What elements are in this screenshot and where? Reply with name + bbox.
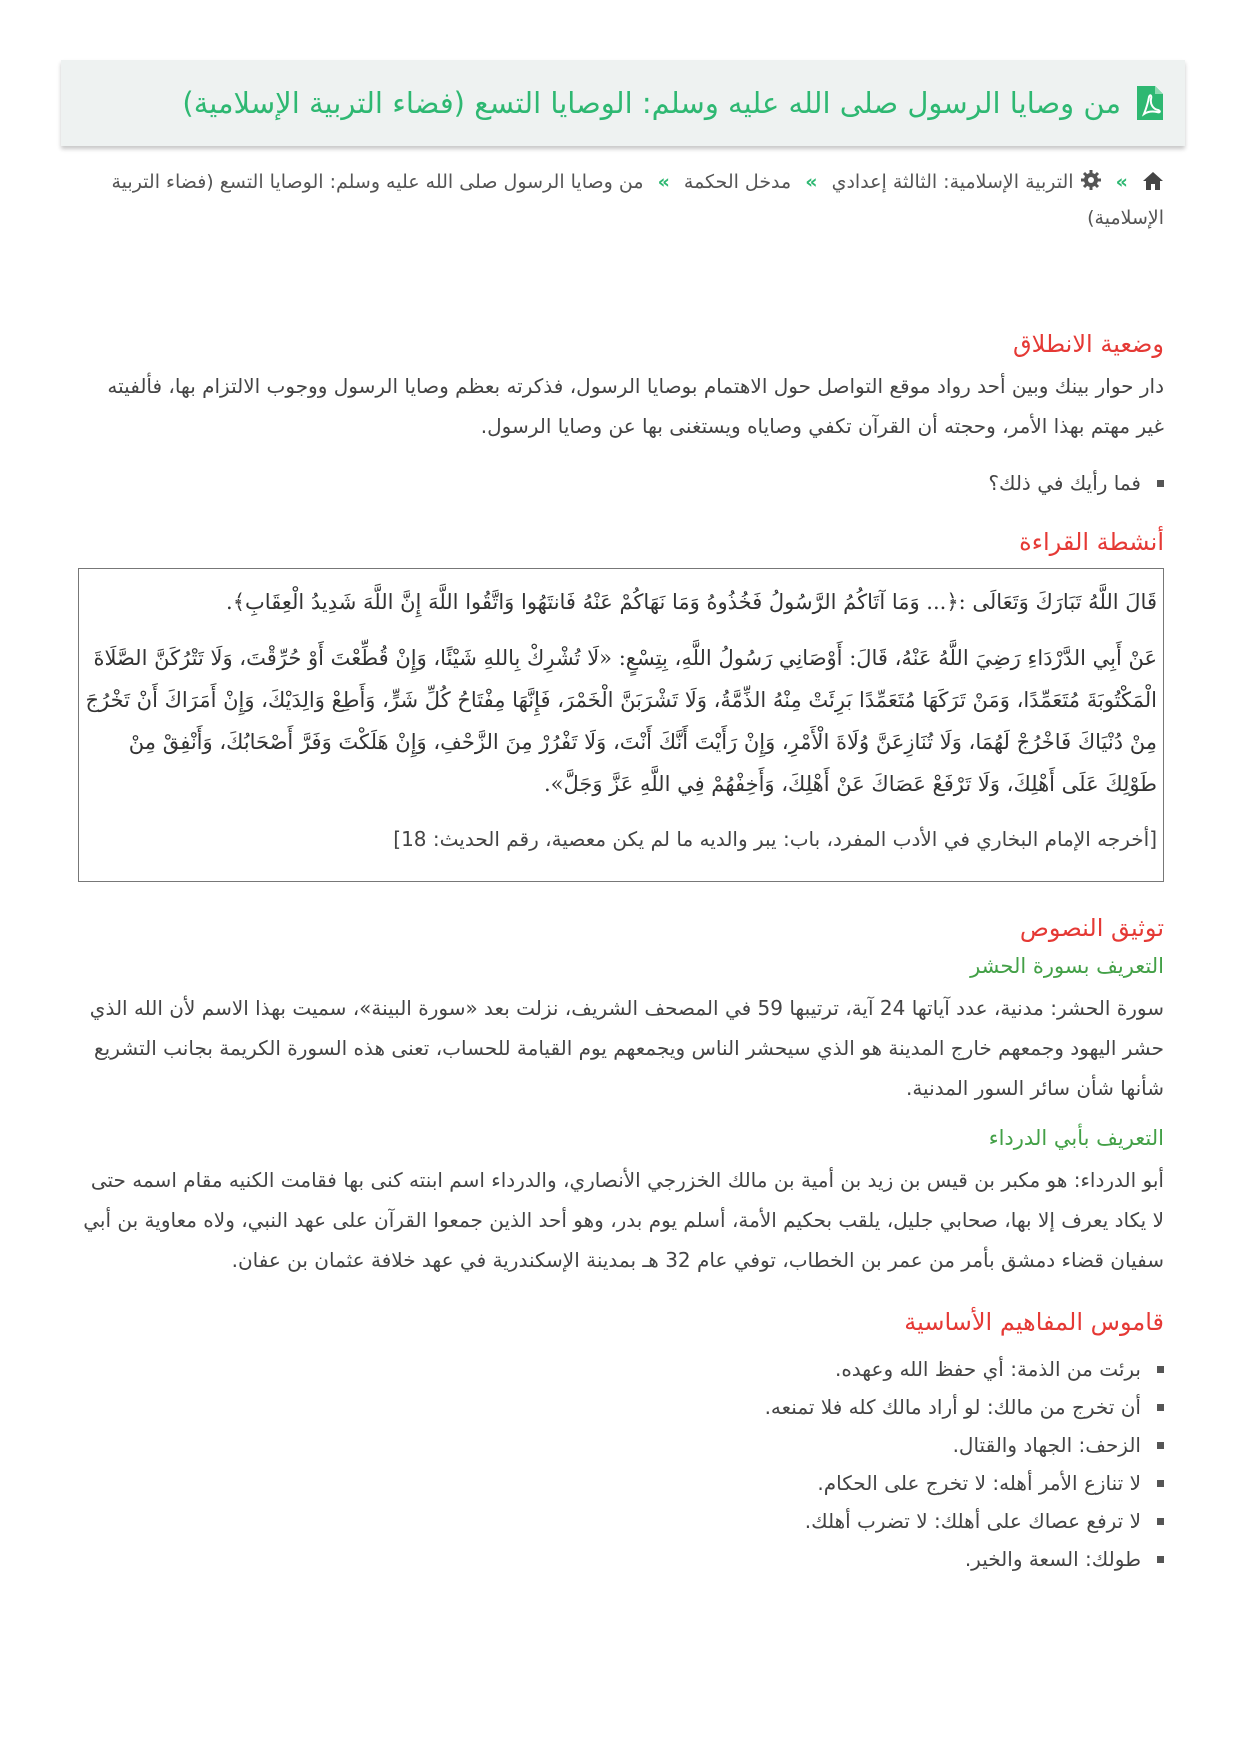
reading-quote-box (78, 568, 1164, 882)
section-heading-reading: أنشطة القراءة (1019, 528, 1164, 556)
list-item: برئت من الذمة: أي حفظ الله وعهده. (78, 1350, 1164, 1388)
glossary-list (78, 1350, 1164, 1578)
subheading-abu-darda: التعريف بأبي الدرداء (988, 1126, 1164, 1150)
surah-paragraph: سورة الحشر: مدنية، عدد آياتها 24 آية، ترتيبها 59 في المصحف الشريف، نزلت بعد «سورة البينة»، سميت بهذا الاسم لأن الله الذي حشر اليهود وجمعهم خارج المدينة هو الذي سيحشر الناس ويجمعهم يوم القيامة للحساب، تعنى هذه السورة الكريمة بجانب التشريع شأنها شأن سائر السور المدنية. (89, 996, 1164, 1100)
home-icon[interactable] (1142, 171, 1164, 191)
page-title: من وصايا الرسول صلى الله عليه وسلم: الوصايا التسع (فضاء التربية الإسلامية) (182, 86, 1121, 120)
breadcrumb-separator: » (657, 171, 670, 193)
list-item: أن تخرج من مالك: لو أراد مالك كله فلا تمنعه. (78, 1388, 1164, 1426)
breadcrumb-separator: » (1115, 171, 1128, 193)
section-heading-intro: وضعية الانطلاق (1013, 330, 1164, 358)
bullet-square-icon (1157, 1518, 1164, 1525)
intro-question-list (78, 464, 1164, 502)
lesson-content (78, 330, 1164, 1578)
bullet-square-icon (1157, 480, 1164, 487)
list-item: فما رأيك في ذلك؟ (78, 464, 1164, 502)
gear-icon (1080, 169, 1102, 191)
bullet-square-icon (1157, 1404, 1164, 1411)
breadcrumb-item-subject[interactable]: التربية الإسلامية: الثالثة إعدادي (831, 171, 1074, 193)
bullet-square-icon (1157, 1480, 1164, 1487)
list-item: لا تنازع الأمر أهله: لا تخرج على الحكام. (78, 1464, 1164, 1502)
hadith-source: [أخرجه الإمام البخاري في الأدب المفرد، باب: يبر والديه ما لم يكن معصية، رقم الحديث: 18] (393, 827, 1157, 851)
subheading-surah: التعريف بسورة الحشر (970, 954, 1164, 978)
pdf-file-icon[interactable] (1135, 85, 1165, 121)
breadcrumb (90, 164, 1164, 236)
list-item: الزحف: الجهاد والقتال. (78, 1426, 1164, 1464)
section-heading-glossary: قاموس المفاهيم الأساسية (904, 1308, 1164, 1336)
breadcrumb-separator: » (805, 171, 818, 193)
quran-verse: قَالَ اللَّهُ تَبَارَكَ وَتَعَالَى :﴿... وَمَا آتَاكُمُ الرَّسُولُ فَخُذُوهُ وَمَا نَهَاكُمْ عَنْهُ فَانتَهُوا وَاتَّقُوا اللَّهَ إِنَّ اللَّهَ شَدِيدُ الْعِقَابِ﴾. (226, 590, 1157, 614)
intro-paragraph: دار حوار بينك وبين أحد رواد موقع التواصل حول الاهتمام بوصايا الرسول، فذكرته بعظم وصايا الرسول ووجوب الالتزام بها، فألفيته غير مهتم بهذا الأمر، وحجته أن القرآن تكفي وصاياه ويستغنى بها عن وصايا الرسول. (107, 374, 1164, 438)
bullet-square-icon (1157, 1366, 1164, 1373)
breadcrumb-current: من وصايا الرسول صلى الله عليه وسلم: الوصايا التسع (فضاء التربية الإسلامية) (111, 171, 1164, 229)
page-title-bar (61, 60, 1185, 146)
abu-darda-paragraph: أبو الدرداء: هو مكبر بن قيس بن زيد بن أمية بن مالك الخزرجي الأنصاري، والدرداء اسم ابنته كنى بها فقامت الكنيه مقام اسمه حتى لا يكاد يعرف إلا بها، صحابي جليل، يلقب بحكيم الأمة، أسلم يوم بدر، وهو أحد الذين جمعوا القرآن على عهد النبي، ولاه معاوية بن أبي سفيان قضاء دمشق بأمر من عمر بن الخطاب، توفي عام 32 هـ بمدينة الإسكندرية في عهد خلافة عثمان بن عفان. (83, 1168, 1164, 1272)
bullet-square-icon (1157, 1442, 1164, 1449)
bullet-square-icon (1157, 1556, 1164, 1563)
breadcrumb-item-unit[interactable]: مدخل الحكمة (683, 171, 792, 193)
list-item: طولك: السعة والخير. (78, 1540, 1164, 1578)
list-item: لا ترفع عصاك على أهلك: لا تضرب أهلك. (78, 1502, 1164, 1540)
section-heading-documentation: توثيق النصوص (1019, 914, 1164, 942)
hadith-text: عَنْ أَبِي الدَّرْدَاءِ رَضِيَ اللَّهُ عَنْهُ، قَالَ: أَوْصَانِي رَسُولُ اللَّهِ، بِتِسْعٍ: «لَا تُشْرِكْ بِاللهِ شَيْئًا، وَإِنْ قُطِّعْتَ أَوْ حُرِّقْتَ، وَلَا تَتْرُكَنَّ الصَّلَاةَ الْمَكْتُوبَةَ مُتَعَمِّدًا، وَمَنْ تَرَكَهَا مُتَعَمِّدًا بَرِئَتْ مِنْهُ الذِّمَّةُ، وَلَا تَشْرَبَنَّ الْخَمْرَ، فَإِنَّهَا مِفْتَاحُ كُلِّ شَرٍّ، وَأَطِعْ وَالِدَيْكَ، وَإِنْ أَمَرَاكَ أَنْ تَخْرُجَ مِنْ دُنْيَاكَ فَاخْرُجْ لَهُمَا، وَلَا تُنَازِعَنَّ وُلَاةَ الْأَمْرِ، وَإِنْ رَأَيْتَ أَنَّكَ أَنْتَ، وَلَا تَفْرُرْ مِنَ الزَّحْفِ، وَإِنْ هَلَكْتَ وَفَرَّ أَصْحَابُكَ، وَأَنْفِقْ مِنْ طَوْلِكَ عَلَى أَهْلِكَ، وَلَا تَرْفَعْ عَصَاكَ عَنْ أَهْلِكَ، وَأَخِفْهُمْ فِي اللَّهِ عَزَّ وَجَلَّ». (85, 646, 1157, 796)
